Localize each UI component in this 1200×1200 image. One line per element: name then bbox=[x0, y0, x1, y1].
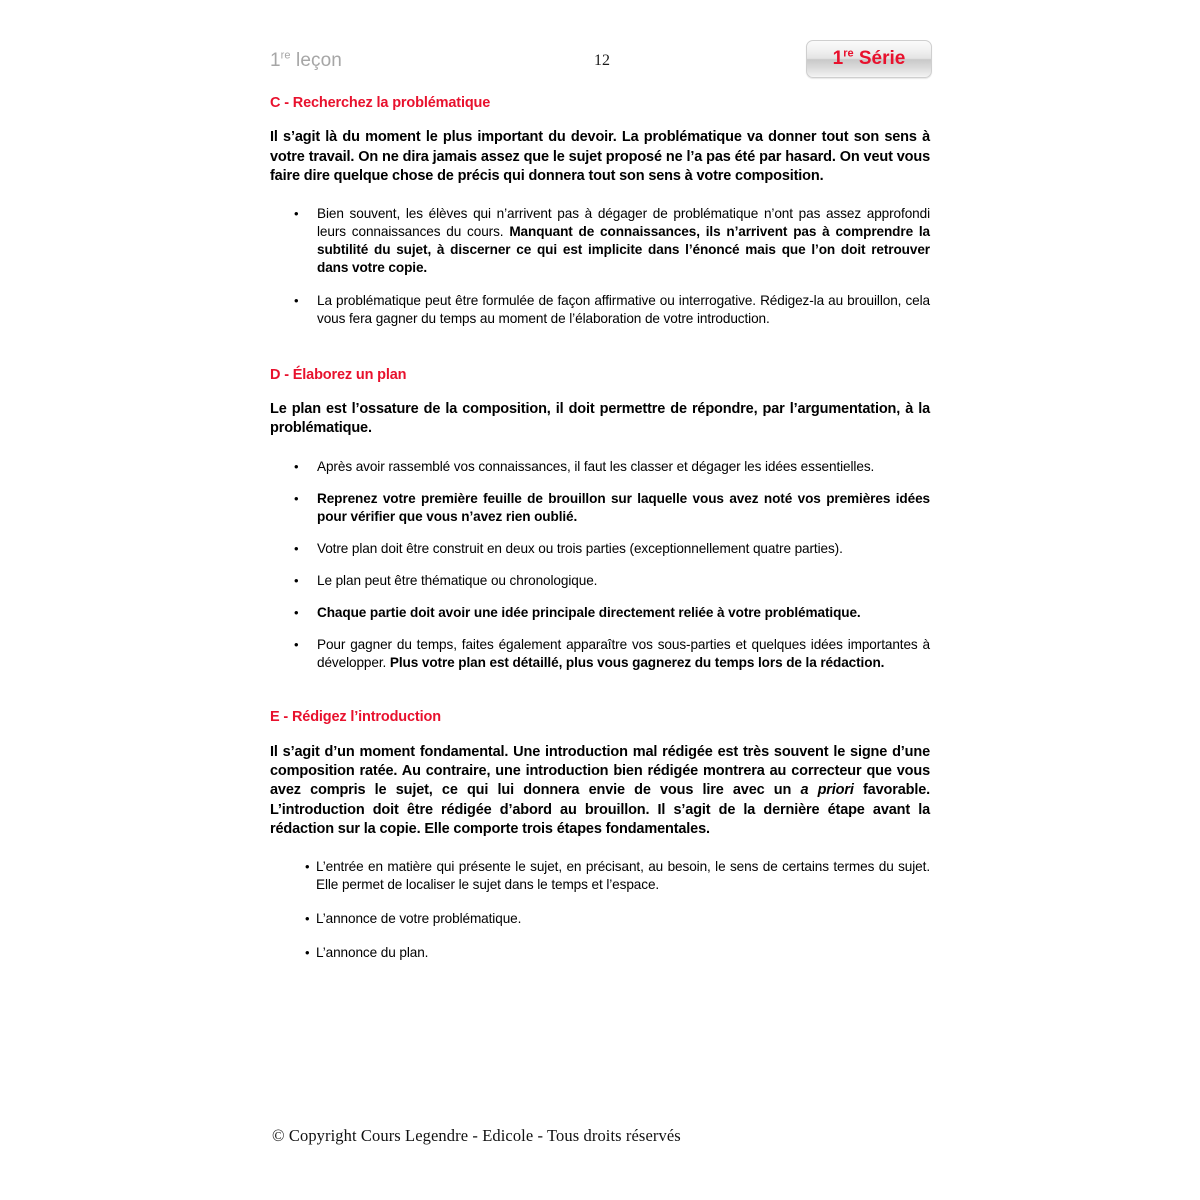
bullet-text-bold: Manquant de connaissances, ils n’arrivent pas à comprendre la subtilité du sujet, à discerner ce qui est implicite dans l’énoncé mais que l’on doit retrouver dans votre copie. bbox=[317, 224, 931, 276]
bullet-text-normal: La problématique peut être formulée de façon affirmative ou interrogative. Rédigez-la au brouillon, cela vous fera gagner du temps au moment de l’élaboration de votre introduction. bbox=[317, 292, 930, 326]
list-item bbox=[270, 540, 930, 558]
spacer bbox=[270, 328, 930, 367]
spacer bbox=[270, 839, 930, 858]
bullet-text-normal: Bien souvent, les élèves qui n’arrivent pas à dégager de problématique n’ont pas assez approfondi leurs connaissances du cours. bbox=[317, 206, 930, 240]
bullet-text-bold: Plus votre plan est détaillé, plus vous gagnerez du temps lors de la rédaction. bbox=[389, 655, 885, 671]
document-content bbox=[270, 95, 930, 962]
spacer bbox=[270, 727, 930, 743]
spacer bbox=[270, 186, 930, 205]
list-item bbox=[270, 205, 930, 277]
spacer bbox=[270, 439, 930, 458]
list-item bbox=[270, 458, 930, 476]
section-c-bullet-list bbox=[270, 205, 930, 327]
lesson-label bbox=[270, 50, 342, 72]
bullet-text-bold: Chaque partie doit avoir une idée principale directement reliée à votre problématique. bbox=[317, 605, 861, 621]
bullet-text-normal: Le plan peut être thématique ou chronologique. bbox=[317, 572, 598, 588]
page-number: 12 bbox=[594, 52, 610, 69]
bullet-text-normal: L’entrée en matière qui présente le sujet, en précisant, au besoin, le sens de certains termes du sujet. Elle permet de localiser le sujet dans le temps et l’espace. bbox=[316, 859, 930, 893]
lesson-word: leçon bbox=[290, 50, 342, 71]
section-c-intro: Il s’agit là du moment le plus important du devoir. La problématique va donner tout son sens à votre travail. On ne dira jamais assez que le sujet proposé ne l’a pas été par hasard. On veut vous faire dire quelque chose de précis qui donnera tout son sens à votre composition. bbox=[270, 129, 930, 184]
list-item bbox=[270, 636, 930, 672]
series-word: Série bbox=[853, 48, 906, 69]
list-item bbox=[270, 604, 930, 622]
list-item bbox=[270, 572, 930, 590]
section-d-intro: Le plan est l’ossature de la composition, il doit permettre de répondre, par l’argumentation, à la problématique. bbox=[270, 401, 930, 437]
spacer bbox=[270, 112, 930, 128]
section-e-intro bbox=[270, 743, 930, 839]
bullet-text-normal: L’annonce du plan. bbox=[316, 945, 429, 961]
bullet-text-normal: L’annonce de votre problématique. bbox=[316, 911, 522, 927]
intro-text-bold-italic: a priori bbox=[800, 782, 854, 799]
bullet-text-normal: Pour gagner du temps, faites également apparaître vos sous-parties et quelques idées importantes à développer. bbox=[317, 637, 930, 671]
list-item bbox=[270, 910, 930, 928]
series-number: 1 bbox=[832, 48, 844, 69]
list-item bbox=[270, 490, 930, 526]
section-e-bullet-list bbox=[270, 858, 930, 962]
list-item bbox=[270, 858, 930, 894]
series-badge-label bbox=[833, 48, 906, 70]
bullet-text-bold: Reprenez votre première feuille de brouillon sur laquelle vous avez noté vos premières idées pour vérifier que vous n’avez rien oublié. bbox=[317, 490, 930, 524]
section-heading-c: C - Recherchez la problématique bbox=[270, 95, 491, 111]
list-item bbox=[270, 944, 930, 962]
spacer bbox=[270, 672, 930, 709]
section-heading-d: D - Élaborez un plan bbox=[270, 366, 407, 383]
page-header bbox=[270, 40, 930, 86]
lesson-ordinal-suffix: re bbox=[280, 49, 291, 62]
intro-text-bold-2: favorable. L’introduction doit être rédigée d’abord au brouillon. Il s’agit de la dernière étape avant la rédaction sur la copie. Elle comporte trois étapes fondamentales. bbox=[270, 782, 930, 837]
lesson-number: 1 bbox=[270, 50, 281, 71]
series-badge bbox=[806, 40, 932, 78]
list-item bbox=[270, 292, 930, 328]
intro-text-bold: Il s’agit d’un moment fondamental. Une introduction mal rédigée est très souvent le signe d’une composition ratée. Au contraire, une introduction bien rédigée montrera au correcteur que vous avez compris le sujet, ce qui lui donnera envie de vous lire avec un bbox=[270, 743, 930, 799]
spacer bbox=[270, 384, 930, 400]
bullet-text-normal: Après avoir rassemblé vos connaissances, il faut les classer et dégager les idées essentielles. bbox=[317, 458, 875, 474]
section-heading-e: E - Rédigez l’introduction bbox=[270, 709, 441, 726]
series-ordinal-suffix: re bbox=[843, 47, 854, 60]
footer-copyright: © Copyright Cours Legendre - Edicole - Tous droits réservés bbox=[272, 1126, 681, 1145]
bullet-text-normal: Votre plan doit être construit en deux ou trois parties (exceptionnellement quatre parties). bbox=[317, 540, 843, 556]
section-d-bullet-list bbox=[270, 458, 930, 673]
